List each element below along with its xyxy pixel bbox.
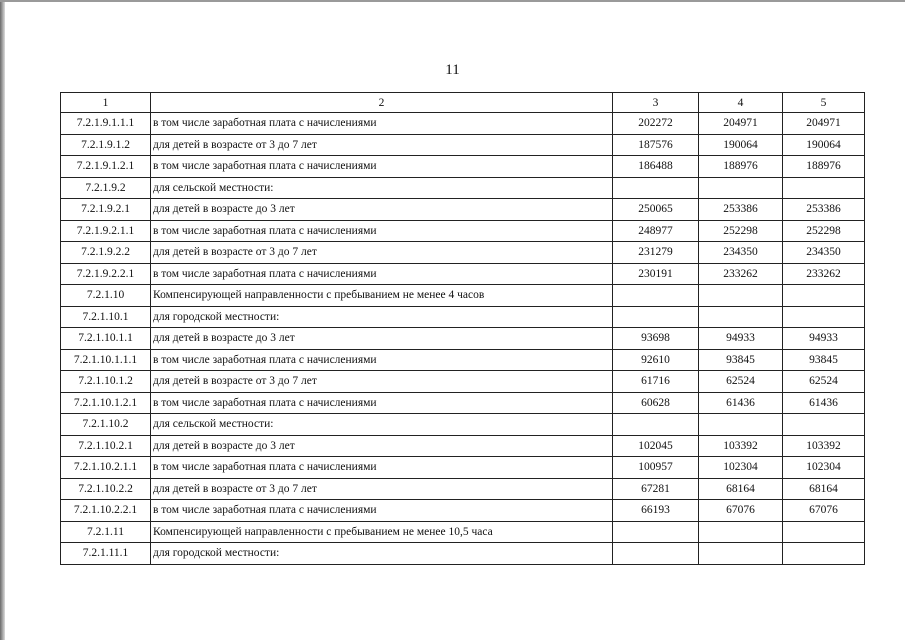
row-value-col3-cell: 231279: [613, 242, 699, 264]
table-row: [61, 134, 865, 156]
table-row: [61, 349, 865, 371]
row-description-cell: для детей в возрасте от 3 до 7 лет: [151, 134, 613, 156]
row-value-col3-cell: 102045: [613, 435, 699, 457]
table-row: [61, 457, 865, 479]
row-code-cell: 7.2.1.10.2.1.1: [61, 457, 151, 479]
row-value-col4-cell: [699, 177, 783, 199]
row-value-col5-cell: 190064: [783, 134, 865, 156]
page-edge-shadow: [0, 0, 5, 640]
row-value-col4-cell: 62524: [699, 371, 783, 393]
row-description-cell: в том числе заработная плата с начислениями: [151, 457, 613, 479]
row-code-cell: 7.2.1.11.1: [61, 543, 151, 565]
row-value-col5-cell: 188976: [783, 156, 865, 178]
row-value-col5-cell: 93845: [783, 349, 865, 371]
row-description-cell: для сельской местности:: [151, 414, 613, 436]
row-value-col3-cell: 61716: [613, 371, 699, 393]
row-value-col4-cell: 94933: [699, 328, 783, 350]
row-code-cell: 7.2.1.10.1: [61, 306, 151, 328]
row-description-cell: для детей в возрасте до 3 лет: [151, 435, 613, 457]
row-description-cell: для детей в возрасте до 3 лет: [151, 328, 613, 350]
row-description-cell: для городской местности:: [151, 543, 613, 565]
row-code-cell: 7.2.1.9.1.2: [61, 134, 151, 156]
table-row: [61, 177, 865, 199]
row-value-col5-cell: [783, 543, 865, 565]
row-description-cell: в том числе заработная плата с начислениями: [151, 263, 613, 285]
row-value-col3-cell: [613, 177, 699, 199]
page-number: 11: [445, 62, 460, 78]
row-value-col3-cell: 92610: [613, 349, 699, 371]
table-row: [61, 306, 865, 328]
row-value-col5-cell: 103392: [783, 435, 865, 457]
row-value-col4-cell: 253386: [699, 199, 783, 221]
table-row: [61, 242, 865, 264]
row-code-cell: 7.2.1.10.2: [61, 414, 151, 436]
row-value-col5-cell: 61436: [783, 392, 865, 414]
row-code-cell: 7.2.1.9.2.2: [61, 242, 151, 264]
table-row: [61, 371, 865, 393]
row-value-col3-cell: [613, 414, 699, 436]
row-value-col3-cell: [613, 543, 699, 565]
row-code-cell: 7.2.1.9.2.1: [61, 199, 151, 221]
row-code-cell: 7.2.1.9.2: [61, 177, 151, 199]
row-value-col3-cell: 250065: [613, 199, 699, 221]
row-value-col3-cell: 186488: [613, 156, 699, 178]
row-description-cell: в том числе заработная плата с начислениями: [151, 220, 613, 242]
row-description-cell: для сельской местности:: [151, 177, 613, 199]
row-value-col4-cell: 93845: [699, 349, 783, 371]
row-value-col4-cell: 103392: [699, 435, 783, 457]
row-description-cell: для детей в возрасте от 3 до 7 лет: [151, 371, 613, 393]
row-value-col3-cell: [613, 521, 699, 543]
row-value-col4-cell: 188976: [699, 156, 783, 178]
row-description-cell: Компенсирующей направленности с пребыванием не менее 4 часов: [151, 285, 613, 307]
row-value-col5-cell: 253386: [783, 199, 865, 221]
row-value-col3-cell: [613, 306, 699, 328]
row-code-cell: 7.2.1.10.1.2.1: [61, 392, 151, 414]
row-description-cell: для городской местности:: [151, 306, 613, 328]
row-value-col5-cell: 67076: [783, 500, 865, 522]
row-code-cell: 7.2.1.10.2.2.1: [61, 500, 151, 522]
row-description-cell: в том числе заработная плата с начислениями: [151, 349, 613, 371]
table-row: [61, 113, 865, 135]
table-row: [61, 500, 865, 522]
row-value-col3-cell: [613, 285, 699, 307]
row-code-cell: 7.2.1.10.1.1.1: [61, 349, 151, 371]
row-code-cell: 7.2.1.9.1.1.1: [61, 113, 151, 135]
row-value-col3-cell: 60628: [613, 392, 699, 414]
row-value-col3-cell: 67281: [613, 478, 699, 500]
row-value-col5-cell: 62524: [783, 371, 865, 393]
row-value-col5-cell: 204971: [783, 113, 865, 135]
row-code-cell: 7.2.1.10.2.2: [61, 478, 151, 500]
row-value-col5-cell: 234350: [783, 242, 865, 264]
row-value-col4-cell: 234350: [699, 242, 783, 264]
table-row: [61, 199, 865, 221]
table-row: [61, 521, 865, 543]
row-value-col4-cell: [699, 414, 783, 436]
row-description-cell: в том числе заработная плата с начислениями: [151, 392, 613, 414]
header-cell: 5: [783, 93, 865, 113]
table-header-row: [61, 93, 865, 113]
row-code-cell: 7.2.1.11: [61, 521, 151, 543]
row-value-col5-cell: 94933: [783, 328, 865, 350]
row-code-cell: 7.2.1.9.2.1.1: [61, 220, 151, 242]
row-description-cell: для детей в возрасте от 3 до 7 лет: [151, 242, 613, 264]
row-value-col5-cell: 68164: [783, 478, 865, 500]
row-value-col4-cell: [699, 543, 783, 565]
row-value-col4-cell: [699, 306, 783, 328]
row-value-col5-cell: 233262: [783, 263, 865, 285]
row-code-cell: 7.2.1.10.1.2: [61, 371, 151, 393]
row-code-cell: 7.2.1.9.2.2.1: [61, 263, 151, 285]
row-value-col5-cell: [783, 414, 865, 436]
row-code-cell: 7.2.1.10: [61, 285, 151, 307]
row-description-cell: для детей в возрасте от 3 до 7 лет: [151, 478, 613, 500]
row-value-col4-cell: 67076: [699, 500, 783, 522]
table-row: [61, 220, 865, 242]
row-description-cell: в том числе заработная плата с начислениями: [151, 156, 613, 178]
row-value-col4-cell: 233262: [699, 263, 783, 285]
row-value-col4-cell: 61436: [699, 392, 783, 414]
header-cell: 4: [699, 93, 783, 113]
row-code-cell: 7.2.1.10.2.1: [61, 435, 151, 457]
row-value-col5-cell: [783, 521, 865, 543]
page-top-edge: [0, 0, 905, 2]
row-value-col4-cell: [699, 285, 783, 307]
table-row: [61, 263, 865, 285]
row-code-cell: 7.2.1.10.1.1: [61, 328, 151, 350]
row-value-col5-cell: 252298: [783, 220, 865, 242]
row-description-cell: в том числе заработная плата с начислениями: [151, 113, 613, 135]
row-value-col4-cell: 204971: [699, 113, 783, 135]
table-row: [61, 478, 865, 500]
row-value-col4-cell: 252298: [699, 220, 783, 242]
table-row: [61, 156, 865, 178]
row-description-cell: в том числе заработная плата с начислениями: [151, 500, 613, 522]
table-row: [61, 392, 865, 414]
row-value-col5-cell: [783, 285, 865, 307]
tariff-table: [60, 92, 865, 565]
row-value-col4-cell: [699, 521, 783, 543]
row-code-cell: 7.2.1.9.1.2.1: [61, 156, 151, 178]
row-description-cell: для детей в возрасте до 3 лет: [151, 199, 613, 221]
row-value-col3-cell: 66193: [613, 500, 699, 522]
row-description-cell: Компенсирующей направленности с пребыванием не менее 10,5 часа: [151, 521, 613, 543]
row-value-col5-cell: [783, 177, 865, 199]
row-value-col4-cell: 190064: [699, 134, 783, 156]
row-value-col4-cell: 68164: [699, 478, 783, 500]
row-value-col3-cell: 100957: [613, 457, 699, 479]
row-value-col4-cell: 102304: [699, 457, 783, 479]
row-value-col3-cell: 93698: [613, 328, 699, 350]
row-value-col5-cell: 102304: [783, 457, 865, 479]
table-row: [61, 285, 865, 307]
row-value-col3-cell: 230191: [613, 263, 699, 285]
header-cell: 1: [61, 93, 151, 113]
table-row: [61, 328, 865, 350]
table-row: [61, 435, 865, 457]
row-value-col3-cell: 248977: [613, 220, 699, 242]
row-value-col3-cell: 187576: [613, 134, 699, 156]
row-value-col5-cell: [783, 306, 865, 328]
table-row: [61, 414, 865, 436]
table-row: [61, 543, 865, 565]
header-cell: 3: [613, 93, 699, 113]
row-value-col3-cell: 202272: [613, 113, 699, 135]
header-cell: 2: [151, 93, 613, 113]
